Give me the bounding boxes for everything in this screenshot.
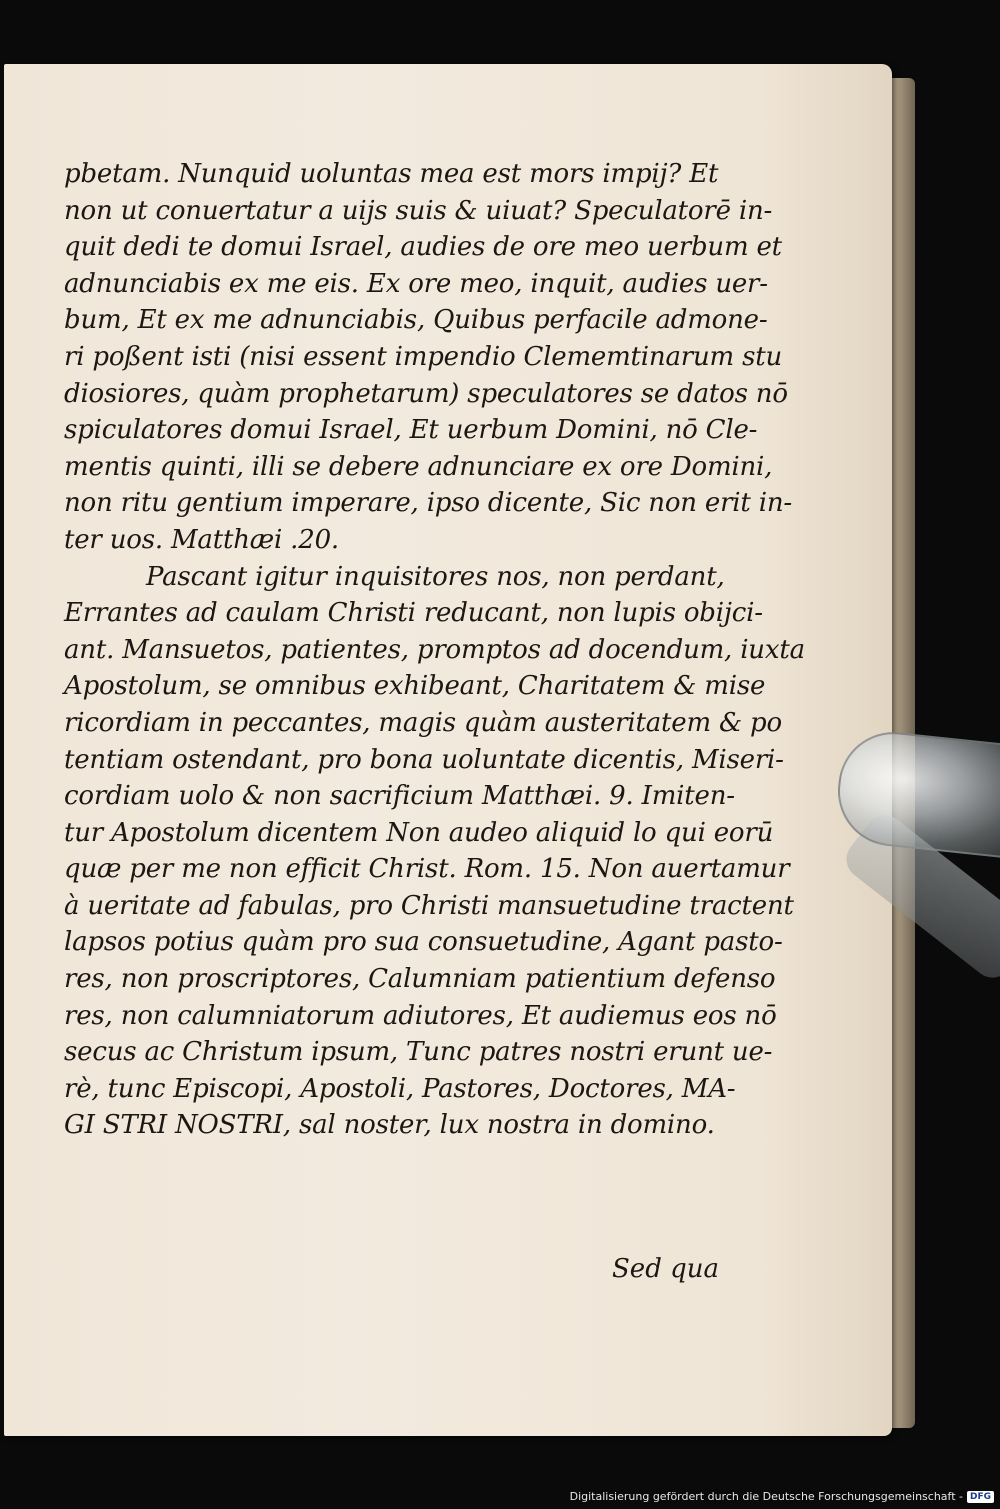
text-line: non ut conuertatur a uijs suis & uiuat? Speculatorē in- <box>64 195 773 226</box>
catchword: Sed qua <box>612 1254 719 1284</box>
text-line: rè, tunc Episcopi, Apostoli, Pastores, Doctores, MA- <box>64 1073 736 1104</box>
text-line: non ritu gentium imperare, ipso dicente, Sic non erit in- <box>64 488 792 519</box>
text-line: res, non proscriptores, Calumniam patientium defenso <box>64 964 776 995</box>
text-line: diosiores, quàm prophetarum) speculatores se datos nō <box>64 378 788 409</box>
text-line: ter uos. Matthæi .20. <box>64 524 339 555</box>
text-line: adnunciabis ex me eis. Ex ore meo, inquit, audies uer- <box>64 268 768 299</box>
text-line: ant. Mansuetos, patientes, promptos ad docendum, iuxta <box>64 634 805 665</box>
text-line: lapsos potius quàm pro sua consuetudine, Agant pasto- <box>64 927 783 958</box>
digitization-credit <box>570 1490 994 1503</box>
text-line: cordiam uolo & non sacrificium Matthæi. 9. Imiten- <box>64 781 735 812</box>
text-line: pbetam. Nunquid uoluntas mea est mors impij? Et <box>64 159 719 189</box>
credit-text: Digitalisierung gefördert durch die Deutsche Forschungsgemeinschaft - <box>569 1490 963 1503</box>
text-line: à ueritate ad fabulas, pro Christi mansuetudine tractent <box>64 890 794 921</box>
text-line: quæ per me non efficit Christ. Rom. 15. Non auertamur <box>64 854 790 885</box>
text-line: res, non calumniatorum adiutores, Et audiemus eos nō <box>64 1000 777 1031</box>
page-text <box>64 156 805 1144</box>
text-line: quit dedi te domui Israel, audies de ore meo uerbum et <box>64 232 782 263</box>
dfg-logo-icon: DFG <box>967 1491 994 1503</box>
text-line: tentiam ostendant, pro bona uoluntate dicentis, Miseri- <box>64 744 784 775</box>
text-line: ricordiam in peccantes, magis quàm austeritatem & po <box>64 707 782 738</box>
text-line: bum, Et ex me adnunciabis, Quibus perfacile admone- <box>64 305 768 336</box>
text-line: spiculatores domui Israel, Et uerbum Domini, nō Cle- <box>64 415 758 446</box>
text-line: GI STRI NOSTRI, sal noster, lux nostra in domino. <box>64 1110 715 1141</box>
text-line: Apostolum, se omnibus exhibeant, Charitatem & mise <box>64 671 766 702</box>
text-line: ri poßent isti (nisi essent impendio Clememtinarum stu <box>64 341 782 372</box>
text-line: secus ac Christum ipsum, Tunc patres nostri erunt ue- <box>64 1037 773 1068</box>
text-line: tur Apostolum dicentem Non audeo aliquid lo qui eorū <box>64 817 774 848</box>
paragraph-start-line: Pascant igitur inquisitores nos, non perdant, <box>146 561 725 592</box>
text-line: mentis quinti, illi se debere adnunciare ex ore Domini, <box>64 451 773 482</box>
book-page <box>4 64 892 1436</box>
text-line: Errantes ad caulam Christi reducant, non lupis obijci- <box>64 598 763 629</box>
